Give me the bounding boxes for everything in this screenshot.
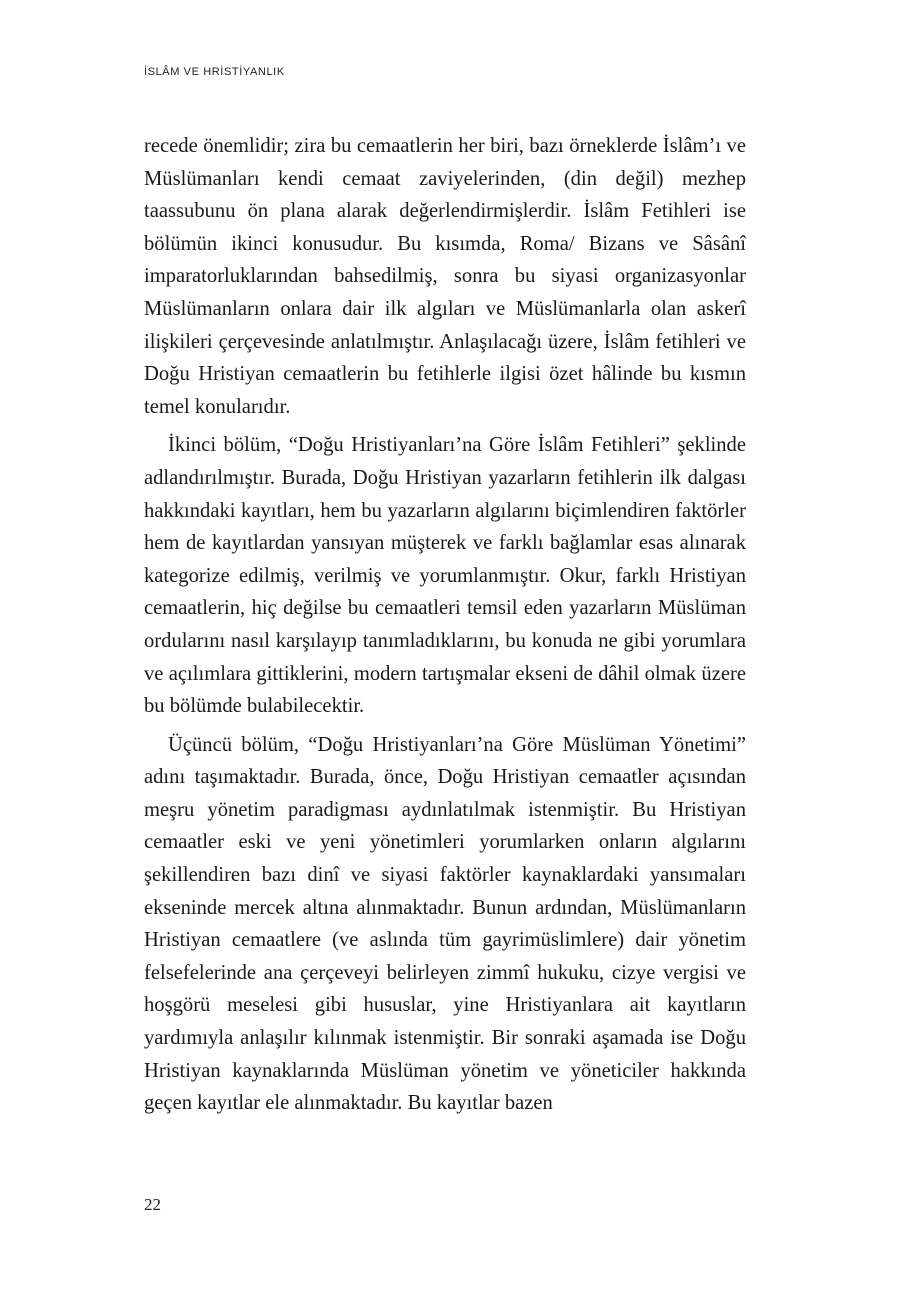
- running-header-title: İSLÂM VE HRİSTİYANLIK: [144, 66, 285, 78]
- paragraph-second-chapter: İkinci bölüm, “Doğu Hristiyanları’na Göre İslâm Fetihleri” şeklinde adlandırılmıştır. Burada, Doğu Hristiyan yazarların fetihlerin ilk dalgası hakkındaki kayıtları, hem bu yazarların algılarını biçimlendiren faktörler hem de kayıtlardan yansıyan müşterek ve farklı bağlamlar esas alınarak kategorize edilmiş, verilmiş ve yorumlanmıştır. Okur, farklı Hristiyan cemaatlerin, hiç değilse bu cemaatleri temsil eden yazarların Müslüman ordularını nasıl karşılayıp tanımladıklarını, bu konuda ne gibi yorumlara ve açılımlara gittiklerini, modern tartışmalar ekseni de dâhil olmak üzere bu bölümde bulabilecektir.: [144, 434, 746, 718]
- paragraph-third-chapter: Üçüncü bölüm, “Doğu Hristiyanları’na Göre Müslüman Yönetimi” adını taşımaktadır. Burada, önce, Doğu Hristiyan cemaatler açısından meşru yönetim paradigması aydınlatılmak istenmiştir. Bu Hristiyan cemaatler eski ve yeni yönetimleri yorumlarken onların algılarını şekillendiren bazı dinî ve siyasi faktörler kaynaklardaki yansımaları ekseninde mercek altına alınmaktadır. Bunun ardından, Müslümanların Hristiyan cemaatlere (ve aslında tüm gayrimüslimlere) dair yönetim felsefelerinde ana çerçeveyi belirleyen zimmî hukuku, cizye vergisi ve hoşgörü meselesi gibi hususlar, yine Hristiyanlara ait kayıtların yardımıyla anlaşılır kılınmak istenmiştir. Bir sonraki aşamada ise Doğu Hristiyan kaynaklarında Müslüman yönetim ve yöneticiler hakkında geçen kayıtlar ele alınmaktadır. Bu kayıtlar bazen: [144, 733, 746, 1115]
- body-text: [144, 130, 746, 1126]
- page-number: 22: [144, 1195, 161, 1214]
- paragraph-continuation: recede önemlidir; zira bu cemaatlerin her biri, bazı örneklerde İslâm’ı ve Müslümanları kendi cemaat zaviyelerinden, (din değil) mezhep taassubunu ön plana alarak değerlendirmişlerdir. İslâm Fetihleri ise bölümün ikinci konusudur. Bu kısımda, Roma/ Bizans ve Sâsânî imparatorluklarından bahsedilmiş, sonra bu siyasi organizasyonlar Müslümanların onlara dair ilk algıları ve Müslümanlarla olan askerî ilişkileri çerçevesinde anlatılmıştır. Anlaşılacağı üzere, İslâm fetihleri ve Doğu Hristiyan cemaatlerin bu fetihlerle ilgisi özet hâlinde bu kısmın temel konularıdır.: [144, 135, 746, 418]
